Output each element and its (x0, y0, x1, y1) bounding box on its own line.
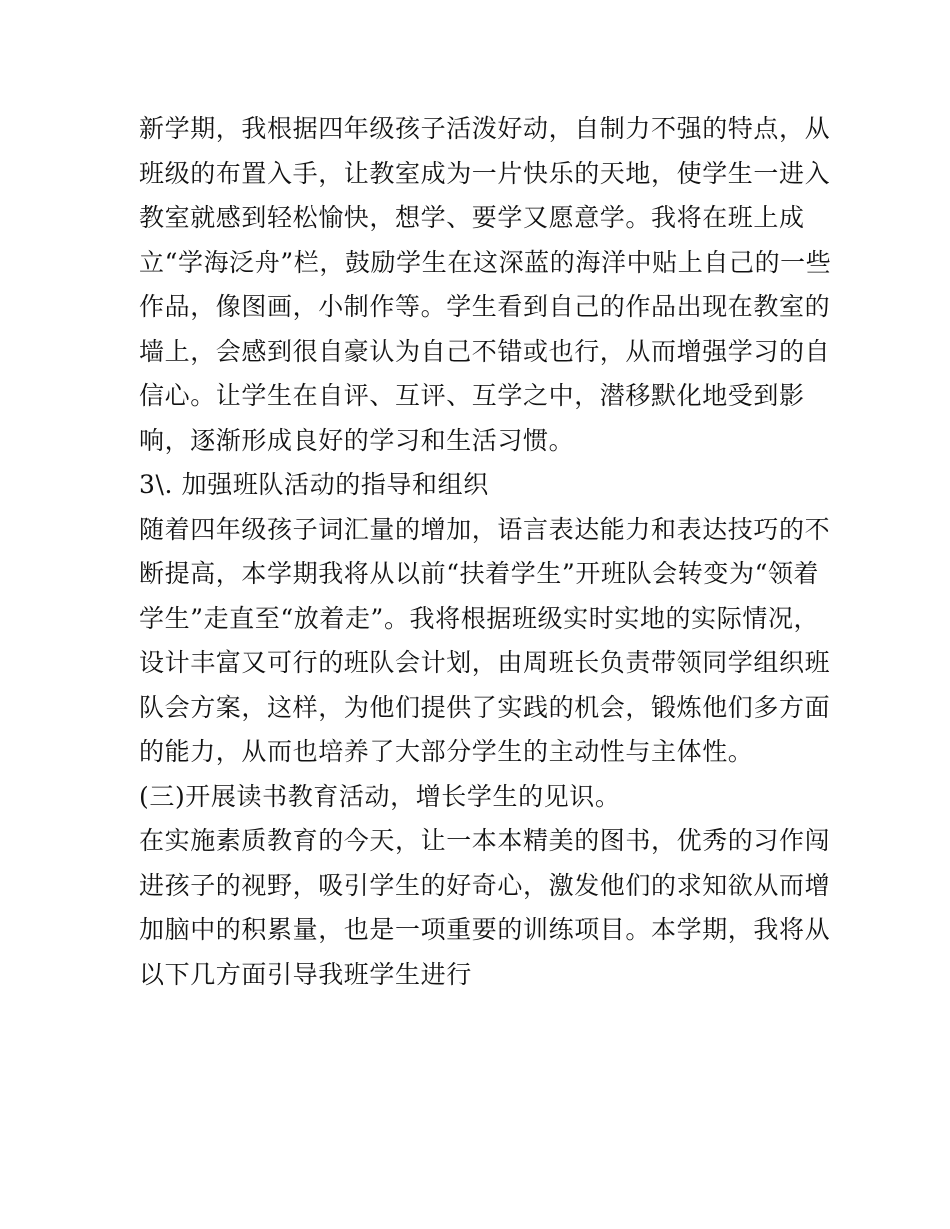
text-line: 的能力，从而也培养了大部分学生的主动性与主体性。 (139, 737, 754, 766)
text-line: 信心。让学生在自评、互评、互学之中，潜移默化地受到影 (139, 381, 805, 410)
text-line: 立“学海泛舟”栏，鼓励学生在这深蓝的海洋中贴上自己的一些 (139, 247, 832, 277)
text-line: 断提高，本学期我将从以前“扶着学生”开班队会转变为“领着 (139, 559, 820, 588)
section-heading: (三)开展读书教育活动，增长学生的见识。 (139, 781, 621, 811)
text-line: 以下几方面引导我班学生进行 (139, 959, 472, 989)
document-body (139, 107, 832, 997)
text-line: 班级的布置入手，让教室成为一片快乐的天地，使学生一进入 (139, 158, 831, 188)
text-line: 教室就感到轻松愉快，想学、要学又愿意学。我将在班上成 (139, 203, 805, 232)
text-line: 学生”走直至“放着走”。我将根据班级实时实地的实际情况， (139, 603, 820, 633)
text-line: 设计丰富又可行的班队会计划，由周班长负责带领同学组织班 (139, 648, 831, 677)
text-line: 响，逐渐形成良好的学习和生活习惯。 (139, 425, 575, 455)
text-line: 加脑中的积累量，也是一项重要的训练项目。本学期，我将从 (139, 915, 831, 944)
text-line: 新学期，我根据四年级孩子活泼好动，自制力不强的特点，从 (139, 114, 831, 143)
text-line: 进孩子的视野，吸引学生的好奇心，激发他们的求知欲从而增 (139, 870, 831, 900)
section-heading: 3\. 加强班队活动的指导和组织 (139, 470, 489, 499)
text-line: 作品，像图画，小制作等。学生看到自己的作品出现在教室的 (139, 292, 831, 321)
text-line: 随着四年级孩子词汇量的增加，语言表达能力和表达技巧的不 (139, 514, 831, 544)
text-line: 墙上，会感到很自豪认为自己不错或也行，从而增强学习的自 (139, 336, 831, 366)
text-line: 在实施素质教育的今天，让一本本精美的图书，优秀的习作闯 (139, 826, 831, 855)
text-line: 队会方案，这样，为他们提供了实践的机会，锻炼他们多方面 (139, 692, 831, 722)
